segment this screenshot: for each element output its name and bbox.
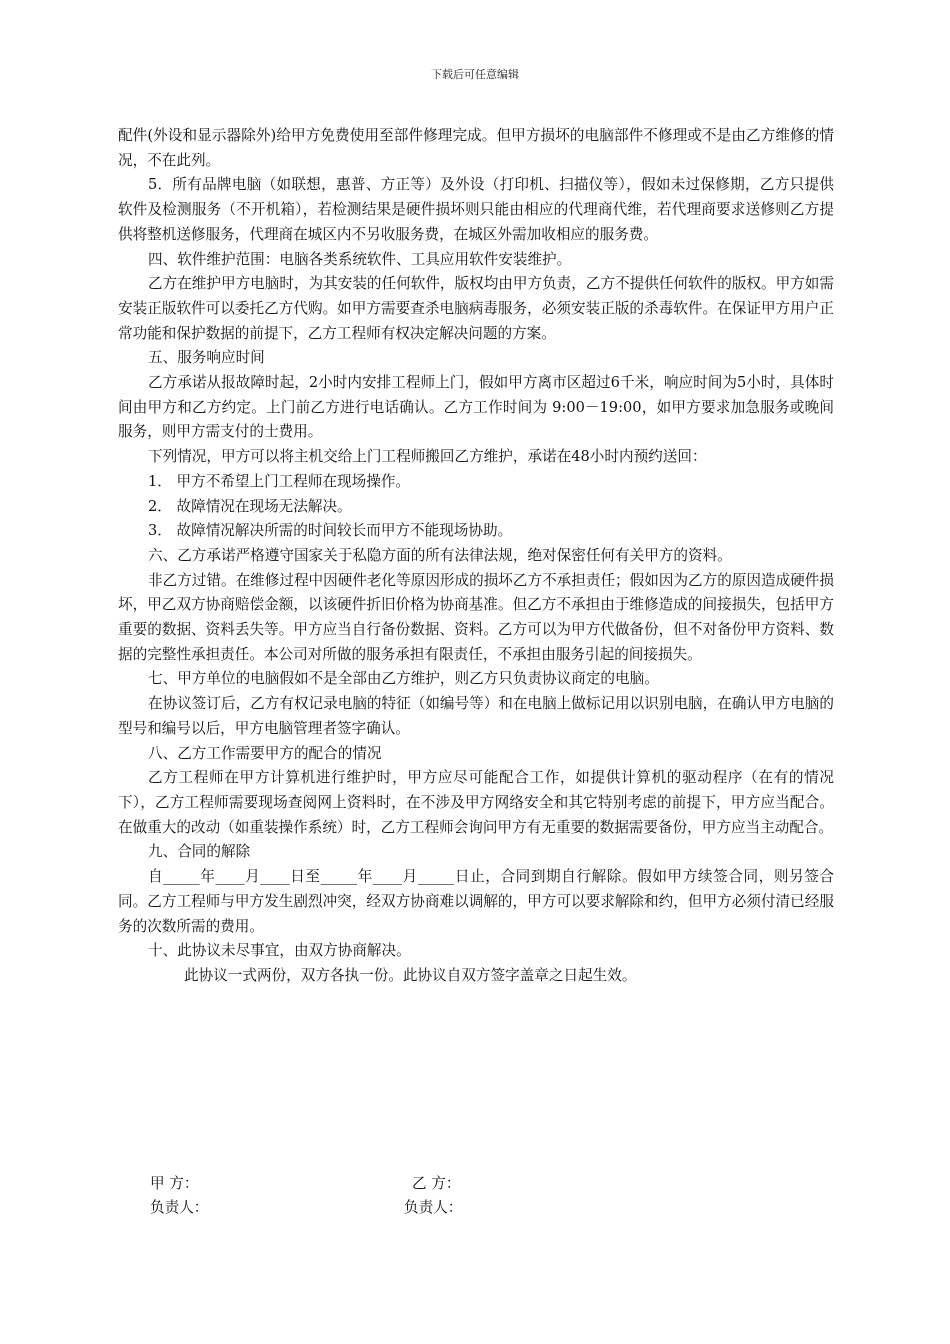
paragraph: 六、乙方承诺严格遵守国家关于私隐方面的所有法律法规，绝对保密任何有关甲方的资料。: [148, 546, 732, 564]
paragraph: 此协议一式两份，双方各执一份。此协议自双方签字盖章之日起生效。: [184, 966, 637, 984]
section-heading: 五、服务响应时间: [148, 349, 265, 367]
paragraph: 乙方工程师在甲方计算机进行维护时，甲方应尽可能配合工作，如提供计算机的驱动程序（在有的情况下），乙方工程师需要现场查阅网上资料时，在不涉及甲方网络安全和其它特别考虑的前提下，甲方应当配合。在做重大的改动（如重装操作系统）时，乙方工程师会询问甲方有无重要的数据需要备份，甲方应当主动配合。: [118, 769, 834, 836]
paragraph: 七、甲方单位的电脑假如不是全部由乙方维护，则乙方只负责协议商定的电脑。: [148, 670, 659, 688]
party-a-label: 甲 方：: [150, 1175, 199, 1192]
paragraph: 非乙方过错。在维修过程中因硬件老化等原因形成的损坏乙方不承担责任；假如因为乙方的原因造成硬件损坏，甲乙双方协商赔偿金额，以该硬件折旧价格为协商基准。但乙方不承担由于维修造成的间接损失，包括甲方重要的数据、资料丢失等。甲方应当自行备份数据、资料。乙方可以为甲方代做备份，但不对备份甲方资料、数据的完整性承担责任。本公司对所做的服务承担有限责任，不承担由服务引起的间接损失。: [118, 571, 834, 663]
paragraph: 下列情况，甲方可以将主机交给上门工程师搬回乙方维护，承诺在48小时内预约送回：: [148, 448, 707, 466]
paragraph: 自_____年____月____日至_____年____月_____日止，合同到期自行解除。假如甲方续签合同，则另签合同。乙方工程师与甲方发生剧烈冲突，经双方协商难以调解的，甲方可以要求解除和约，但甲方必须付清已经服务的次数所需的费用。: [118, 868, 834, 935]
section-heading: 八、乙方工作需要甲方的配合的情况: [148, 744, 382, 762]
section-heading: 九、合同的解除: [148, 843, 251, 861]
list-item: 2． 故障情况在现场无法解决。: [148, 497, 352, 515]
party-b-label: 乙 方：: [412, 1175, 461, 1192]
principal-b-label: 负责人：: [404, 1199, 463, 1216]
document-body: [118, 124, 834, 989]
paragraph: 在协议签订后，乙方有权记录电脑的特征（如编号等）和在电脑上做标记用以识别电脑，在确认甲方电脑的型号和编号以后，甲方电脑管理者签字确认。: [118, 695, 834, 737]
paragraph: 乙方在维护甲方电脑时，为其安装的任何软件，版权均由甲方负责，乙方不提供任何软件的版权。甲方如需安装正版软件可以委托乙方代购。如甲方需要查杀电脑病毒服务，必须安装正版的杀毒软件。在保证甲方用户正常功能和保护数据的前提下，乙方工程师有权决定解决问题的方案。: [118, 275, 834, 342]
paragraph: 四、软件维护范围：电脑各类系统软件、工具应用软件安装维护。: [148, 250, 572, 268]
list-item: 1． 甲方不希望上门工程师在现场操作。: [148, 472, 411, 490]
paragraph: 十、此协议未尽事宜，由双方协商解决。: [148, 942, 411, 960]
paragraph: 5．所有品牌电脑（如联想，惠普、方正等）及外设（打印机、扫描仪等），假如未过保修期，乙方只提供软件及检测服务（不开机箱），若检测结果是硬件损坏则只能由相应的代理商代维，若代理商要求送修则乙方提供将整机送修服务，代理商在城区内不另收服务费，在城区外需加收相应的服务费。: [118, 176, 834, 243]
page-header: 下载后可任意编辑: [431, 68, 519, 81]
paragraph: 配件(外设和显示器除外)给甲方免费使用至部件修理完成。但甲方损坏的电脑部件不修理或不是由乙方维修的情况，不在此列。: [118, 127, 834, 169]
paragraph: 乙方承诺从报故障时起，2小时内安排工程师上门，假如甲方离市区超过6千米，响应时间为5小时，具体时间由甲方和乙方约定。上门前乙方进行电话确认。乙方工作时间为 9:00－19:00，如甲方要求加急服务或晚间服务，则甲方需支付的士费用。: [118, 374, 834, 441]
principal-a-label: 负责人：: [150, 1199, 209, 1216]
list-item: 3． 故障情况解决所需的时间较长而甲方不能现场协助。: [148, 522, 513, 540]
